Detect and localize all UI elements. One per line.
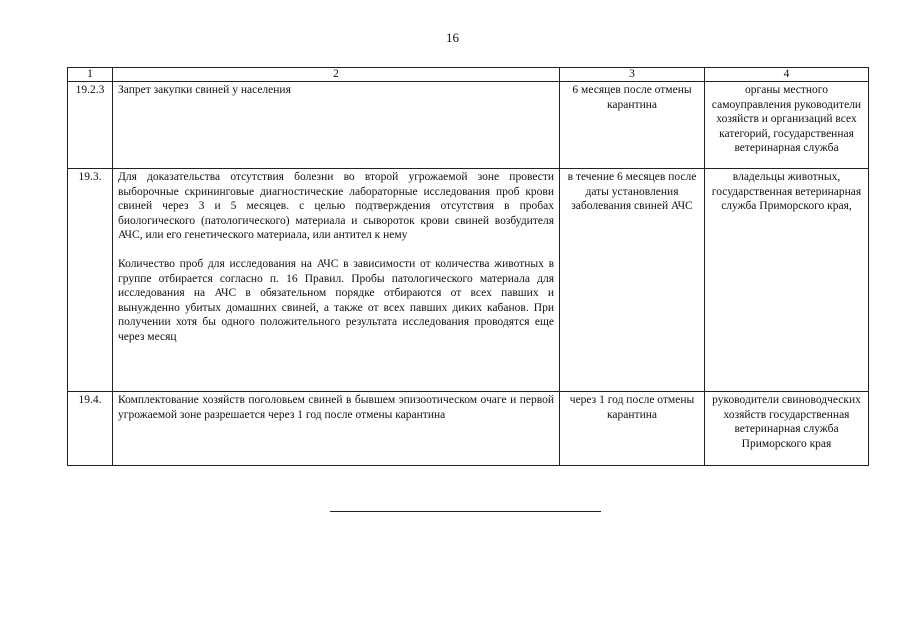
- column-header-number: 1: [68, 68, 113, 82]
- column-header-measure: 2: [113, 68, 560, 82]
- table-row: [68, 392, 869, 466]
- row-number: 19.4.: [68, 392, 113, 466]
- responsible-cell: органы местного самоуправления руководители хозяйств и организаций всех категорий, государственная ветеринарная служба: [705, 82, 869, 169]
- measure-cell: [113, 82, 560, 169]
- page-number: 16: [446, 30, 459, 45]
- measure-paragraph: Комплектование хозяйств поголовьем свиней в бывшем эпизоотическом очаге и первой угрожаемой зоне разрешается через 1 год после отмены карантина: [118, 394, 554, 421]
- table-row: [68, 169, 869, 392]
- row-number: 19.3.: [68, 169, 113, 392]
- responsible-cell: руководители свиноводческих хозяйств государственная ветеринарная служба Приморского края: [705, 392, 869, 466]
- row-number: 19.2.3: [68, 82, 113, 169]
- column-header-responsible: 4: [705, 68, 869, 82]
- end-divider-line: [330, 511, 601, 512]
- table-row: [68, 82, 869, 169]
- column-header-term: 3: [560, 68, 705, 82]
- term-cell: 6 месяцев после отмены карантина: [560, 82, 705, 169]
- term-cell: в течение 6 месяцев после даты установления заболевания свиней АЧС: [560, 169, 705, 392]
- responsible-cell: владельцы животных, государственная ветеринарная служба Приморского края,: [705, 169, 869, 392]
- measure-paragraph: Количество проб для исследования на АЧС в зависимости от количества животных в группе отбирается согласно п. 16 Правил. Пробы патологического материала для исследования на АЧС в обязательном порядке отбираются от всех павших и вынужденно убитых домашних свиней, а также от всех павших диких кабанов. При получении хотя бы одного положительного результата исследования проводятся еще через месяц: [118, 257, 554, 343]
- measure-cell: [113, 169, 560, 392]
- table-header-row: [68, 68, 869, 82]
- measure-cell: [113, 392, 560, 466]
- measure-paragraph: Запрет закупки свиней у населения: [118, 84, 291, 96]
- measure-paragraph: Для доказательства отсутствия болезни во второй угрожаемой зоне провести выборочные скрининговые диагностические лабораторные исследования проб крови свиней через 3 и 5 месяцев. с целью подтверждения отсутствия в пробах биологического (патологического) материала и сывороток крови свиней возбудителя АЧС, или его генетического материала, или антител к нему: [118, 171, 554, 242]
- measures-table: [67, 67, 869, 466]
- term-cell: через 1 год после отмены карантина: [560, 392, 705, 466]
